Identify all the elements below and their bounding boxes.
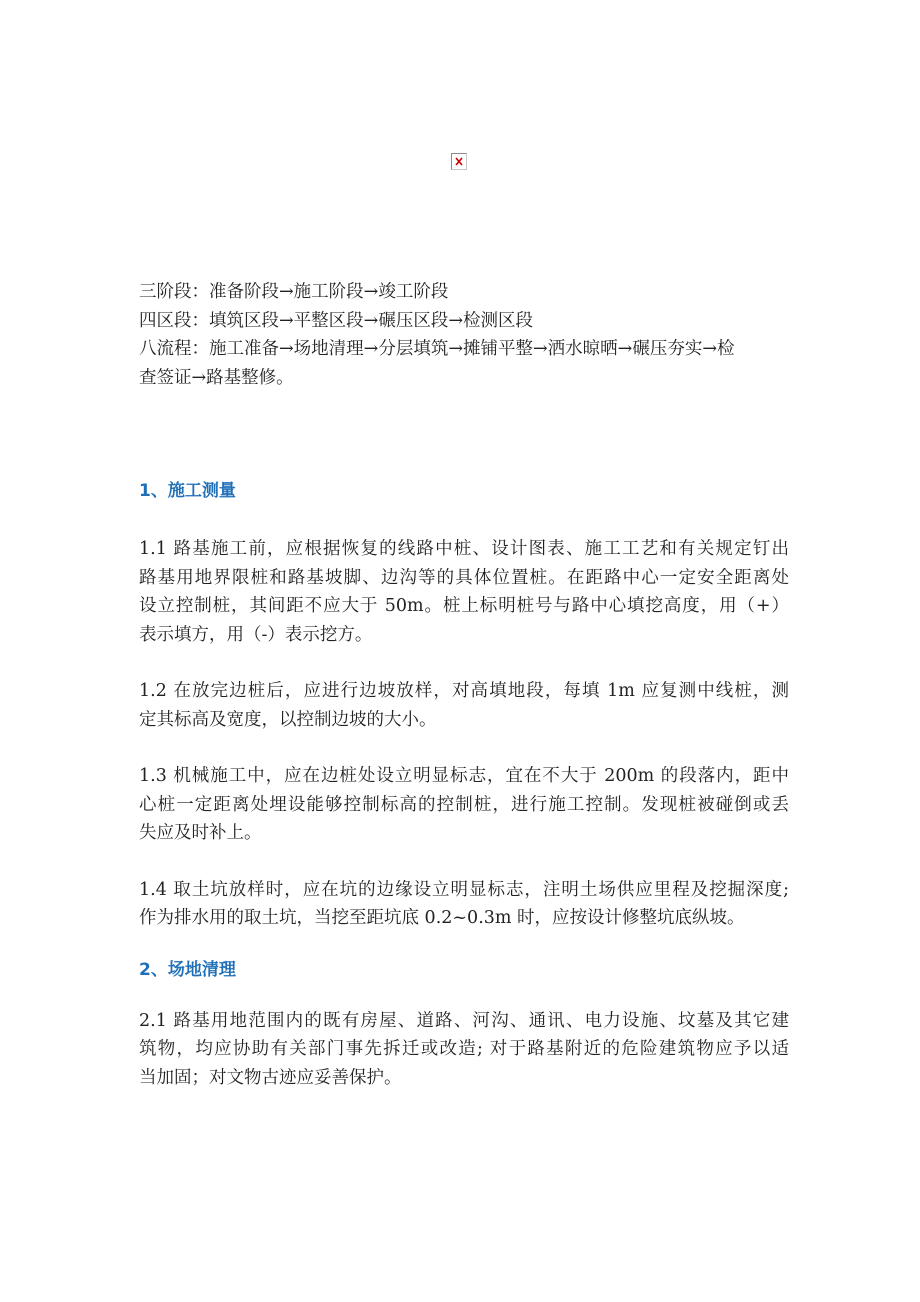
intro-line-stages: 三阶段：准备阶段→施工阶段→竣工阶段	[139, 282, 449, 302]
red-x-icon	[455, 157, 463, 166]
paragraph-line: 1.2 在放完边桩后，应进行边坡放样，对高填地段，每填 1m 应复测中线桩，测	[139, 681, 789, 701]
paragraph-line: 设立控制桩，其间距不应大于 50m。桩上标明桩号与路中心填挖高度，用（+）	[139, 596, 789, 616]
paragraph-line: 当加固；对文物古迹应妥善保护。	[139, 1067, 402, 1088]
paragraph-line: 定其标高及宽度，以控制边坡的大小。	[139, 709, 437, 730]
intro-summary	[139, 278, 789, 392]
paragraph-line: 1.3 机械施工中，应在边桩处设立明显标志，宜在不大于 200m 的段落内，距中	[139, 766, 789, 786]
paragraph-line: 心桩一定距离处埋设能够控制标高的控制桩，进行施工控制。发现桩被碰倒或丢	[139, 794, 789, 815]
paragraph-line: 作为排水用的取土坑，当挖至距坑底 0.2~0.3m 时，应按设计修整坑底纵坡。	[139, 908, 745, 928]
paragraph-1-1	[139, 535, 789, 649]
intro-line-process-cont: 查签证→路基整修。	[139, 367, 294, 388]
paragraph-1-4	[139, 876, 789, 933]
paragraph-line: 1.4 取土坑放样时，应在坑的边缘设立明显标志，注明土场供应里程及挖掘深度;	[139, 879, 789, 900]
paragraph-line: 表示填方，用（-）表示挖方。	[139, 624, 373, 645]
broken-image-icon	[451, 153, 467, 170]
paragraph-1-3	[139, 762, 789, 848]
paragraph-1-2	[139, 677, 789, 734]
paragraph-line: 2.1 路基用地范围内的既有房屋、道路、河沟、通讯、电力设施、坟墓及其它建	[139, 1010, 789, 1031]
intro-line-process: 八流程：施工准备→场地清理→分层填筑→摊铺平整→洒水晾晒→碾压夯实→检	[139, 339, 735, 359]
intro-line-sections: 四区段：填筑区段→平整区段→碾压区段→检测区段	[139, 310, 533, 331]
section-heading-site-clearing: 2、场地清理	[139, 959, 236, 980]
paragraph-line: 1.1 路基施工前，应根据恢复的线路中桩、设计图表、施工工艺和有关规定钉出	[139, 539, 789, 559]
paragraph-line: 失应及时补上。	[139, 823, 262, 843]
paragraph-line: 路基用地界限桩和路基坡脚、边沟等的具体位置桩。在距路中心一定安全距离处	[139, 567, 789, 588]
paragraph-2-1	[139, 1007, 789, 1093]
paragraph-line: 筑物，均应协助有关部门事先拆迁或改造; 对于路基附近的危险建筑物应予以适	[139, 1039, 789, 1059]
document-body	[139, 278, 789, 1092]
section-heading-survey: 1、施工测量	[139, 481, 236, 501]
